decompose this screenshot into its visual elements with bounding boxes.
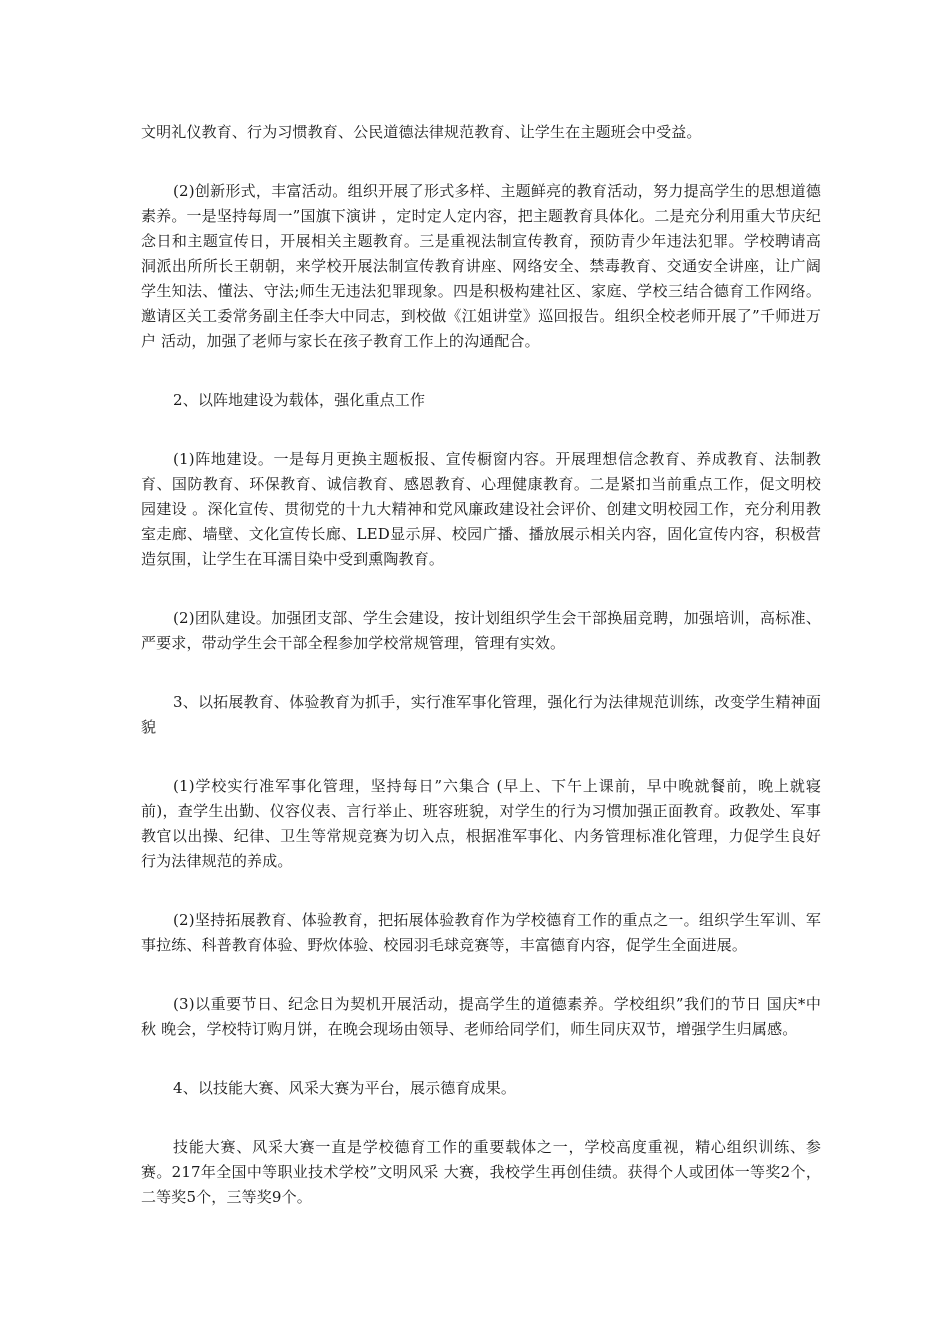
- paragraph-team-building: (2)团队建设。加强团支部、学生会建设，按计划组织学生会干部换届竞聘，加强培训，高标准、严要求，带动学生会干部全程参加学校常规管理，管理有实效。: [141, 609, 821, 652]
- paragraph-festival-activities: (3)以重要节日、纪念日为契机开展活动，提高学生的道德素养。学校组织”我们的节日 国庆*中秋 晚会，学校特订购月饼，在晚会现场由领导、老师给同学们，师生同庆双节，增强学生归属感。: [141, 995, 821, 1038]
- document-page: [141, 120, 821, 1244]
- section-heading-3: 3、以拓展教育、体验教育为抓手，实行准军事化管理，强化行为法律规范训练，改变学生精神面貌: [141, 693, 821, 736]
- paragraph-expansion-education: (2)坚持拓展教育、体验教育，把拓展体验教育作为学校德育工作的重点之一。组织学生军训、军事拉练、科普教育体验、野炊体验、校园羽毛球竞赛等，丰富德育内容，促学生全面进展。: [141, 911, 821, 954]
- paragraph-creative-activities: (2)创新形式，丰富活动。组织开展了形式多样、主题鲜亮的教育活动，努力提高学生的思想道德素养。一是坚持每周一”国旗下演讲 ，定时定人定内容，把主题教育具体化。二是充分利用重大节庆纪念日和主题宣传日，开展相关主题教育。三是重视法制宣传教育，预防青少年违法犯罪。学校聘请高洞派出所所长王朝朝，来学校开展法制宣传教育讲座、网络安全、禁毒教育、交通安全讲座，让广阔学生知法、懂法、守法;师生无违法犯罪现象。四是积极构建社区、家庭、学校三结合德育工作网络。邀请区关工委常务副主任李大中同志，到校做《江姐讲堂》巡回报告。组织全校老师开展了”千师进万户 活动，加强了老师与家长在孩子教育工作上的沟通配合。: [141, 182, 821, 350]
- paragraph-position-building: (1)阵地建设。一是每月更换主题板报、宣传橱窗内容。开展理想信念教育、养成教育、法制教育、国防教育、环保教育、诚信教育、感恩教育、心理健康教育。二是紧扣当前重点工作，促文明校园建设 。深化宣传、贯彻党的十九大精神和党风廉政建设社会评价、创建文明校园工作，充分利用教室走廊、墙壁、文化宣传长廊、LED显示屏、校园广播、播放展示相关内容，固化宣传内容，积极营造氛围，让学生在耳濡目染中受到熏陶教育。: [141, 450, 821, 568]
- paragraph-skills-contest: 技能大赛、风采大赛一直是学校德育工作的重要载体之一，学校高度重视，精心组织训练、参赛。217年全国中等职业技术学校”文明风采 大赛，我校学生再创佳绩。获得个人或团体一等奖2个，二等奖5个，三等奖9个。: [141, 1138, 821, 1206]
- paragraph-military-management: (1)学校实行准军事化管理，坚持每日”六集合 (早上、下午上课前，早中晚就餐前，晚上就寝前)，查学生出勤、仪容仪表、言行举止、班容班貌，对学生的行为习惯加强正面教育。政教处、军事教官以出操、纪律、卫生等常规竞赛为切入点，根据准军事化、内务管理标准化管理，力促学生良好行为法律规范的养成。: [141, 777, 821, 870]
- section-heading-4: 4、以技能大赛、风采大赛为平台，展示德育成果。: [173, 1079, 516, 1097]
- section-heading-2: 2、以阵地建设为载体，强化重点工作: [173, 391, 426, 409]
- paragraph-continuation: 文明礼仪教育、行为习惯教育、公民道德法律规范教育、让学生在主题班会中受益。: [141, 123, 702, 141]
